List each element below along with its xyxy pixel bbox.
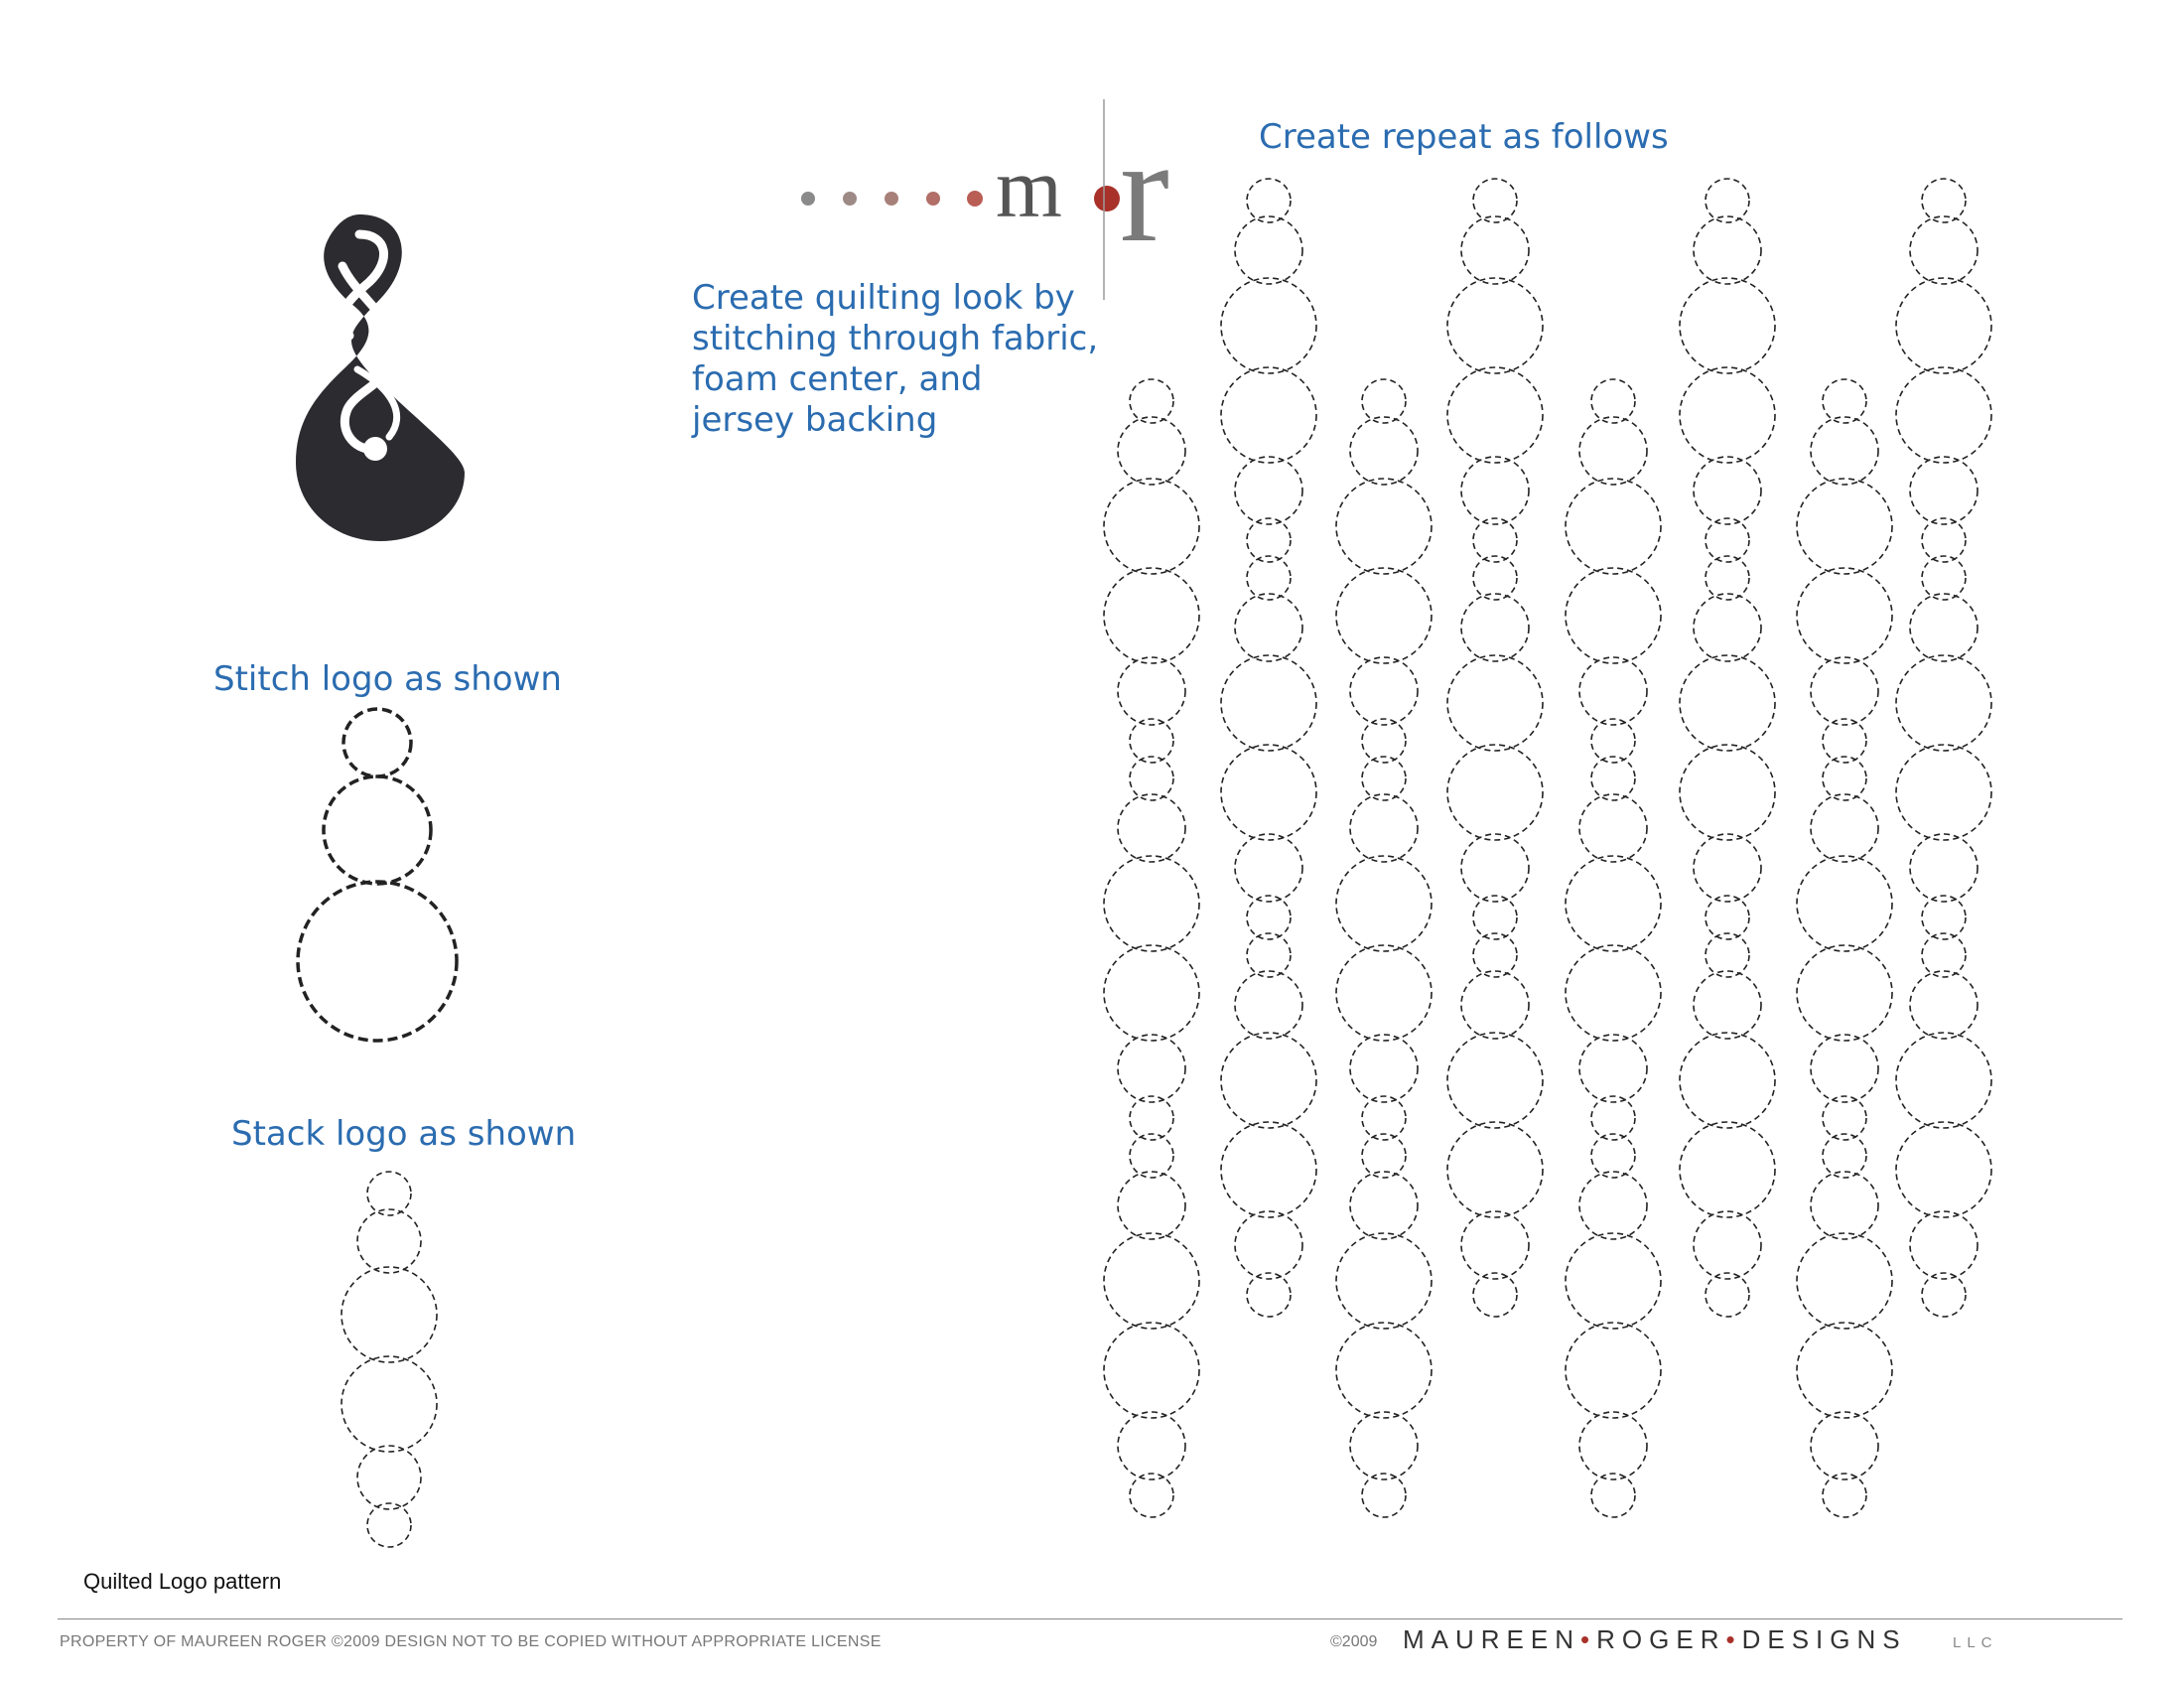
stitch-bead bbox=[1336, 1323, 1432, 1418]
stitch-bead bbox=[1350, 1172, 1418, 1239]
stitch-bead bbox=[1221, 655, 1316, 751]
property-notice: PROPERTY OF MAUREEN ROGER ©2009 DESIGN NOT TO BE COPIED WITHOUT APPROPRIATE LICENSE bbox=[60, 1633, 882, 1650]
stitch-bead bbox=[1566, 856, 1661, 951]
pendant-logo bbox=[296, 214, 465, 541]
stitch-bead bbox=[1221, 367, 1316, 463]
stitch-bead bbox=[357, 1446, 421, 1509]
brand-word-2: ROGER bbox=[1596, 1624, 1726, 1654]
brand-word-3: DESIGNS bbox=[1741, 1624, 1907, 1654]
stitch-bead bbox=[1336, 568, 1432, 663]
stitch-bead bbox=[1461, 457, 1529, 524]
stitch-bead bbox=[1797, 1233, 1892, 1329]
monogram-m: m bbox=[996, 140, 1062, 235]
stitch-bead bbox=[1447, 655, 1543, 751]
stitch-bead bbox=[1811, 1412, 1878, 1479]
stitch-bead bbox=[1461, 971, 1529, 1039]
stitch-bead bbox=[1694, 1211, 1761, 1279]
stitch-bead bbox=[1235, 1211, 1302, 1279]
stitch-logo-caption: Stitch logo as shown bbox=[213, 659, 562, 699]
stitch-bead bbox=[1130, 379, 1173, 423]
stitch-bead bbox=[1910, 216, 1978, 284]
stitch-bead bbox=[1811, 794, 1878, 862]
stitch-bead bbox=[1362, 379, 1406, 423]
stitch-bead bbox=[1235, 594, 1302, 661]
stitch-bead bbox=[1706, 179, 1749, 222]
stitch-bead bbox=[1680, 655, 1775, 751]
stitch-bead bbox=[1680, 278, 1775, 373]
stitch-bead bbox=[1566, 1233, 1661, 1329]
stitch-bead bbox=[1118, 657, 1185, 725]
stitch-bead bbox=[1104, 479, 1199, 574]
stitch-bead bbox=[1247, 179, 1291, 222]
stitch-bead bbox=[1896, 367, 1991, 463]
stitch-bead bbox=[1896, 1122, 1991, 1217]
stitch-bead bbox=[1118, 1035, 1185, 1102]
repeat-heading: Create repeat as follows bbox=[1259, 117, 1669, 157]
quilt-chain-pattern bbox=[341, 179, 1991, 1547]
stitch-bead bbox=[1910, 594, 1978, 661]
stitch-bead bbox=[1823, 379, 1866, 423]
stitch-bead bbox=[1694, 457, 1761, 524]
footer-copyright: ©2009 bbox=[1330, 1633, 1378, 1650]
stitch-bead bbox=[1461, 834, 1529, 902]
stitch-bead bbox=[1566, 568, 1661, 663]
stitch-bead bbox=[1896, 278, 1991, 373]
stitch-bead bbox=[1447, 1033, 1543, 1128]
stitch-bead bbox=[1104, 1233, 1199, 1329]
stitch-bead bbox=[1694, 594, 1761, 661]
stitch-bead bbox=[1694, 834, 1761, 902]
stitch-bead bbox=[1221, 278, 1316, 373]
stitch-bead bbox=[1104, 568, 1199, 663]
stitch-bead bbox=[1811, 1035, 1878, 1102]
stitch-bead bbox=[1811, 417, 1878, 485]
stitch-bead bbox=[1447, 278, 1543, 373]
stitch-bead bbox=[357, 1209, 421, 1273]
stitch-bead bbox=[1811, 657, 1878, 725]
stitch-bead bbox=[1680, 367, 1775, 463]
stitch-bead bbox=[1694, 216, 1761, 284]
stitch-bead bbox=[1118, 417, 1185, 485]
stitch-bead bbox=[1566, 479, 1661, 574]
quilting-line-4: jersey backing bbox=[692, 400, 938, 440]
stitch-bead bbox=[1473, 179, 1517, 222]
stitch-bead bbox=[1896, 745, 1991, 840]
stitch-bead bbox=[1680, 1033, 1775, 1128]
brand-separator-dot: • bbox=[1725, 1624, 1742, 1654]
stitch-bead bbox=[1104, 856, 1199, 951]
stitch-bead bbox=[1579, 1412, 1647, 1479]
stitch-bead bbox=[1118, 1412, 1185, 1479]
mr-monogram-logo bbox=[801, 99, 1169, 300]
stitch-bead bbox=[1797, 856, 1892, 951]
stitch-bead bbox=[1566, 945, 1661, 1041]
stitch-bead bbox=[1104, 945, 1199, 1041]
stitch-bead bbox=[1922, 179, 1966, 222]
brand-wordmark bbox=[1403, 1624, 1907, 1655]
stitch-bead bbox=[1680, 745, 1775, 840]
stitch-bead bbox=[1104, 1323, 1199, 1418]
stitch-bead bbox=[1591, 379, 1635, 423]
stitch-bead bbox=[1350, 657, 1418, 725]
pattern-title: Quilted Logo pattern bbox=[83, 1569, 282, 1594]
stitch-bead bbox=[1896, 655, 1991, 751]
stitch-bead bbox=[1910, 457, 1978, 524]
stitch-bead bbox=[1811, 1172, 1878, 1239]
stitch-logo-diagram bbox=[298, 709, 457, 1041]
stitch-bead bbox=[1235, 457, 1302, 524]
stitch-bead bbox=[1336, 856, 1432, 951]
brand-suffix: LLC bbox=[1953, 1634, 1998, 1651]
monogram-r: r bbox=[1120, 108, 1169, 273]
stitch-bead bbox=[1896, 1033, 1991, 1128]
stitch-bead bbox=[1118, 1172, 1185, 1239]
footer-divider bbox=[58, 1618, 2122, 1619]
stitch-bead bbox=[1797, 479, 1892, 574]
stitch-bead bbox=[1566, 1323, 1661, 1418]
stitch-bead bbox=[1461, 1211, 1529, 1279]
stitch-bead bbox=[1447, 1122, 1543, 1217]
quilting-line-1: Create quilting look by bbox=[692, 278, 1075, 318]
stitch-bead bbox=[1235, 971, 1302, 1039]
stitch-bead bbox=[1797, 1323, 1892, 1418]
brand-word-1: MAUREEN bbox=[1403, 1624, 1581, 1654]
stitch-bead bbox=[341, 1267, 437, 1362]
quilting-instructions bbox=[692, 278, 1109, 441]
stack-logo-caption: Stack logo as shown bbox=[231, 1114, 577, 1154]
stitch-bead bbox=[1336, 479, 1432, 574]
stitch-bead bbox=[1579, 1035, 1647, 1102]
stitch-bead bbox=[1235, 834, 1302, 902]
stitch-bead bbox=[1797, 568, 1892, 663]
stitch-bead bbox=[1461, 216, 1529, 284]
stitch-bead bbox=[1118, 794, 1185, 862]
quilting-line-2: stitching through fabric, bbox=[692, 319, 1099, 358]
stitch-bead bbox=[1235, 216, 1302, 284]
quilting-line-3: foam center, and bbox=[692, 359, 983, 399]
brand-separator-dot: • bbox=[1580, 1624, 1597, 1654]
stitch-bead bbox=[1447, 367, 1543, 463]
stitch-bead bbox=[1336, 1233, 1432, 1329]
stitch-bead bbox=[1461, 594, 1529, 661]
stitch-bead bbox=[1910, 971, 1978, 1039]
stitch-bead bbox=[1221, 1122, 1316, 1217]
stitch-bead bbox=[1579, 1172, 1647, 1239]
stitch-bead bbox=[1579, 417, 1647, 485]
stitch-bead bbox=[341, 1356, 437, 1452]
stitch-bead bbox=[1447, 745, 1543, 840]
stitch-bead bbox=[1694, 971, 1761, 1039]
stitch-bead bbox=[1579, 657, 1647, 725]
stitch-bead bbox=[1910, 1211, 1978, 1279]
stitch-bead bbox=[1579, 794, 1647, 862]
stitch-bead bbox=[1910, 834, 1978, 902]
stitch-bead bbox=[1350, 794, 1418, 862]
stitch-bead bbox=[1350, 417, 1418, 485]
stitch-bead bbox=[1221, 1033, 1316, 1128]
stitch-bead bbox=[1797, 945, 1892, 1041]
stitch-bead bbox=[1350, 1035, 1418, 1102]
stitch-bead bbox=[1680, 1122, 1775, 1217]
stitch-bead bbox=[1350, 1412, 1418, 1479]
stitch-bead bbox=[1221, 745, 1316, 840]
stitch-bead bbox=[1336, 945, 1432, 1041]
